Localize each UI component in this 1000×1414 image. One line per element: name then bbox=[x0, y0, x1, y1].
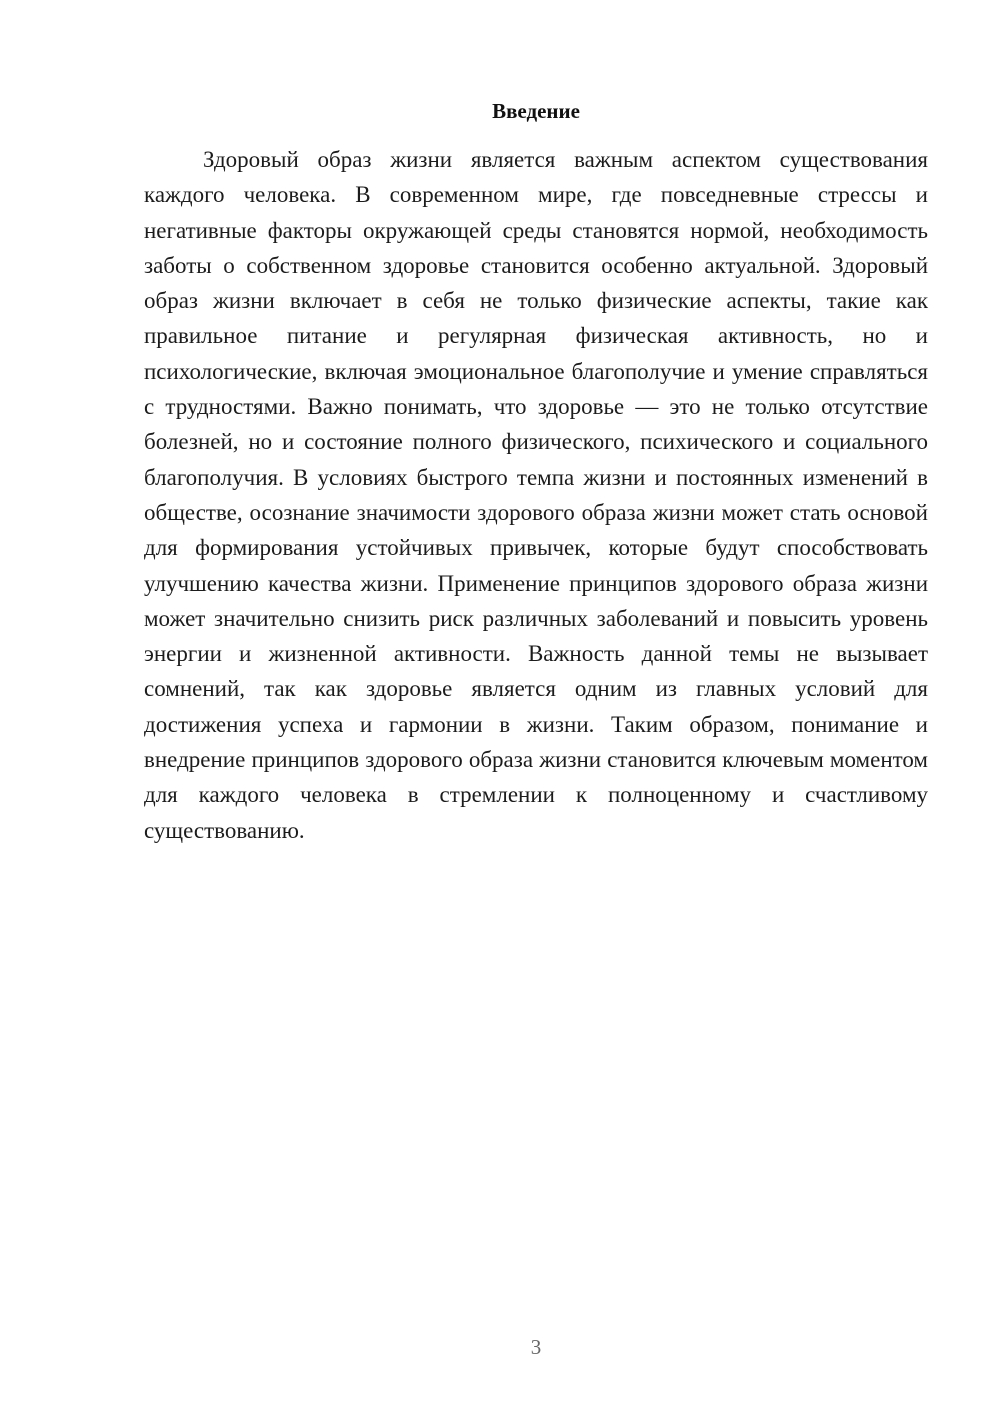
body-paragraph: Здоровый образ жизни является важным аспектом существования каждого человека. В современном мире, где повседневные стрессы и негативные факторы окружающей среды становятся нормой, необходимость заботы о собственном здоровье становится особенно актуальной. Здоровый образ жизни включает в себя не только физические аспекты, такие как правильное питание и регулярная физическая активность, но и психологические, включая эмоциональное благополучие и умение справляться с трудностями. Важно понимать, что здоровье — это не только отсутствие болезней, но и состояние полного физического, психического и социального благополучия. В условиях быстрого темпа жизни и постоянных изменений в обществе, осознание значимости здорового образа жизни может стать основой для формирования устойчивых привычек, которые будут способствовать улучшению качества жизни. Применение принципов здорового образа жизни может значительно снизить риск различных заболеваний и повысить уровень энергии и жизненной активности. Важность данной темы не вызывает сомнений, так как здоровье является одним из главных условий для достижения успеха и гармонии в жизни. Таким образом, понимание и внедрение принципов здорового образа жизни становится ключевым моментом для каждого человека в стремлении к полноценному и счастливому существованию. bbox=[144, 147, 928, 843]
page-number: 3 bbox=[530, 1335, 542, 1359]
section-heading: Введение bbox=[492, 99, 580, 123]
